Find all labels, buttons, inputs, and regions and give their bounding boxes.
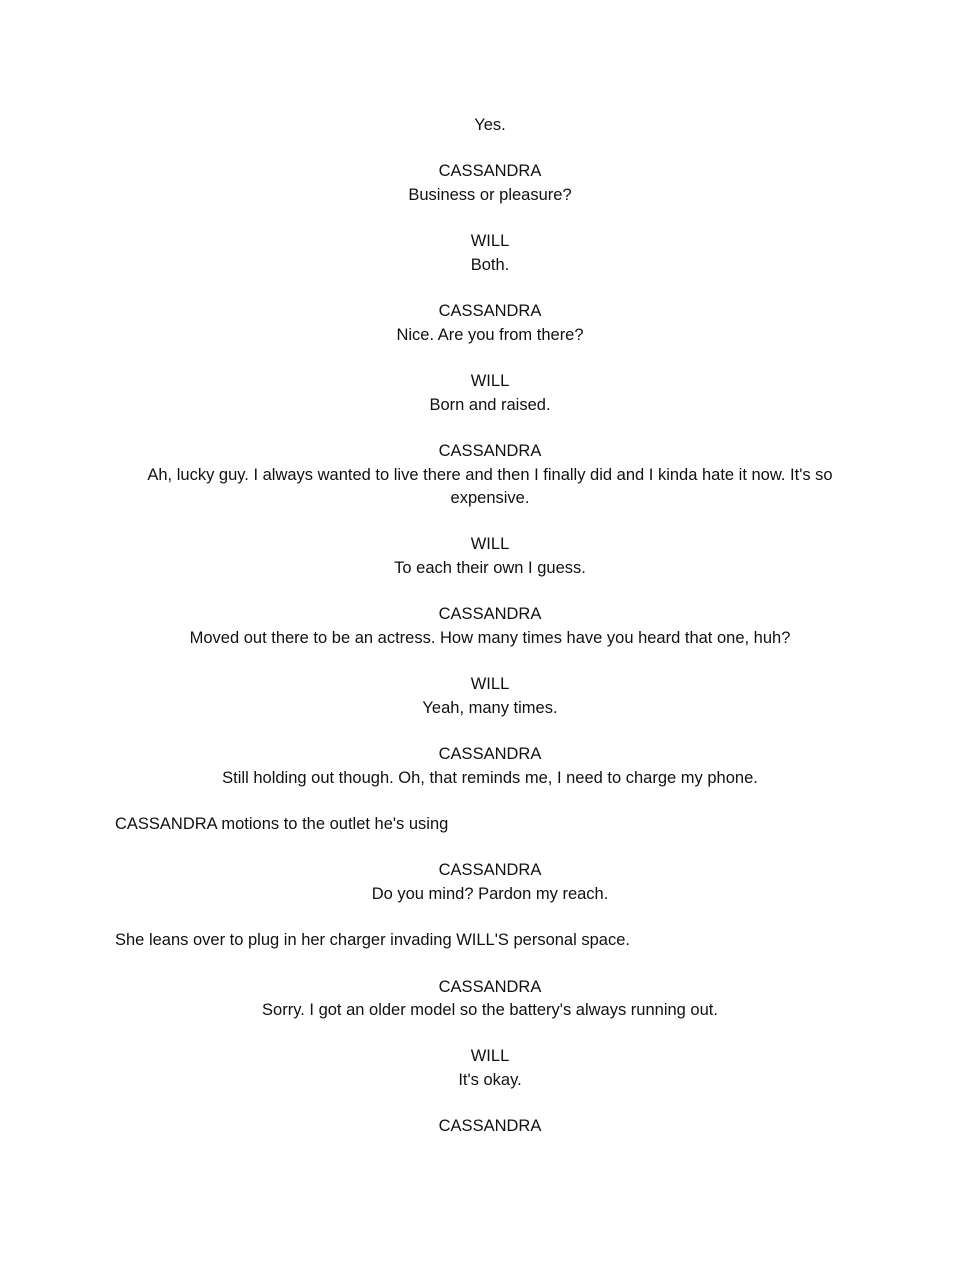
dialogue-line: Ah, lucky guy. I always wanted to live there and then I finally did and I kinda hate it now. It's so expensive.: [147, 466, 833, 507]
dialogue-line: Nice. Are you from there?: [396, 326, 584, 344]
character-name: CASSANDRA: [438, 745, 542, 763]
dialogue-line: Both.: [470, 256, 510, 274]
dialogue-line: Moved out there to be an actress. How many times have you heard that one, huh?: [189, 629, 791, 647]
dialogue-line: Born and raised.: [429, 396, 551, 414]
action-line: She leans over to plug in her charger invading WILL'S personal space.: [115, 931, 630, 949]
dialogue-line: To each their own I guess.: [394, 559, 586, 577]
character-name: WILL: [470, 675, 510, 693]
dialogue-line: Yes.: [474, 116, 506, 134]
character-name: WILL: [470, 232, 510, 250]
dialogue-line: Sorry. I got an older model so the battery's always running out.: [262, 1001, 718, 1019]
dialogue-line: Yeah, many times.: [422, 699, 558, 717]
character-name: CASSANDRA: [438, 1117, 542, 1135]
character-name: CASSANDRA: [438, 442, 542, 460]
character-name: WILL: [470, 535, 510, 553]
character-name: CASSANDRA: [438, 302, 542, 320]
action-line: CASSANDRA motions to the outlet he's using: [115, 815, 449, 833]
dialogue-line: Do you mind? Pardon my reach.: [371, 885, 609, 903]
character-name: CASSANDRA: [438, 605, 542, 623]
dialogue-line: It's okay.: [458, 1071, 522, 1089]
character-name: CASSANDRA: [438, 162, 542, 180]
character-name: CASSANDRA: [438, 978, 542, 996]
character-name: WILL: [470, 372, 510, 390]
character-name: CASSANDRA: [438, 861, 542, 879]
dialogue-line: Still holding out though. Oh, that reminds me, I need to charge my phone.: [222, 769, 758, 787]
character-name: WILL: [470, 1047, 510, 1065]
dialogue-line: Business or pleasure?: [408, 186, 572, 204]
